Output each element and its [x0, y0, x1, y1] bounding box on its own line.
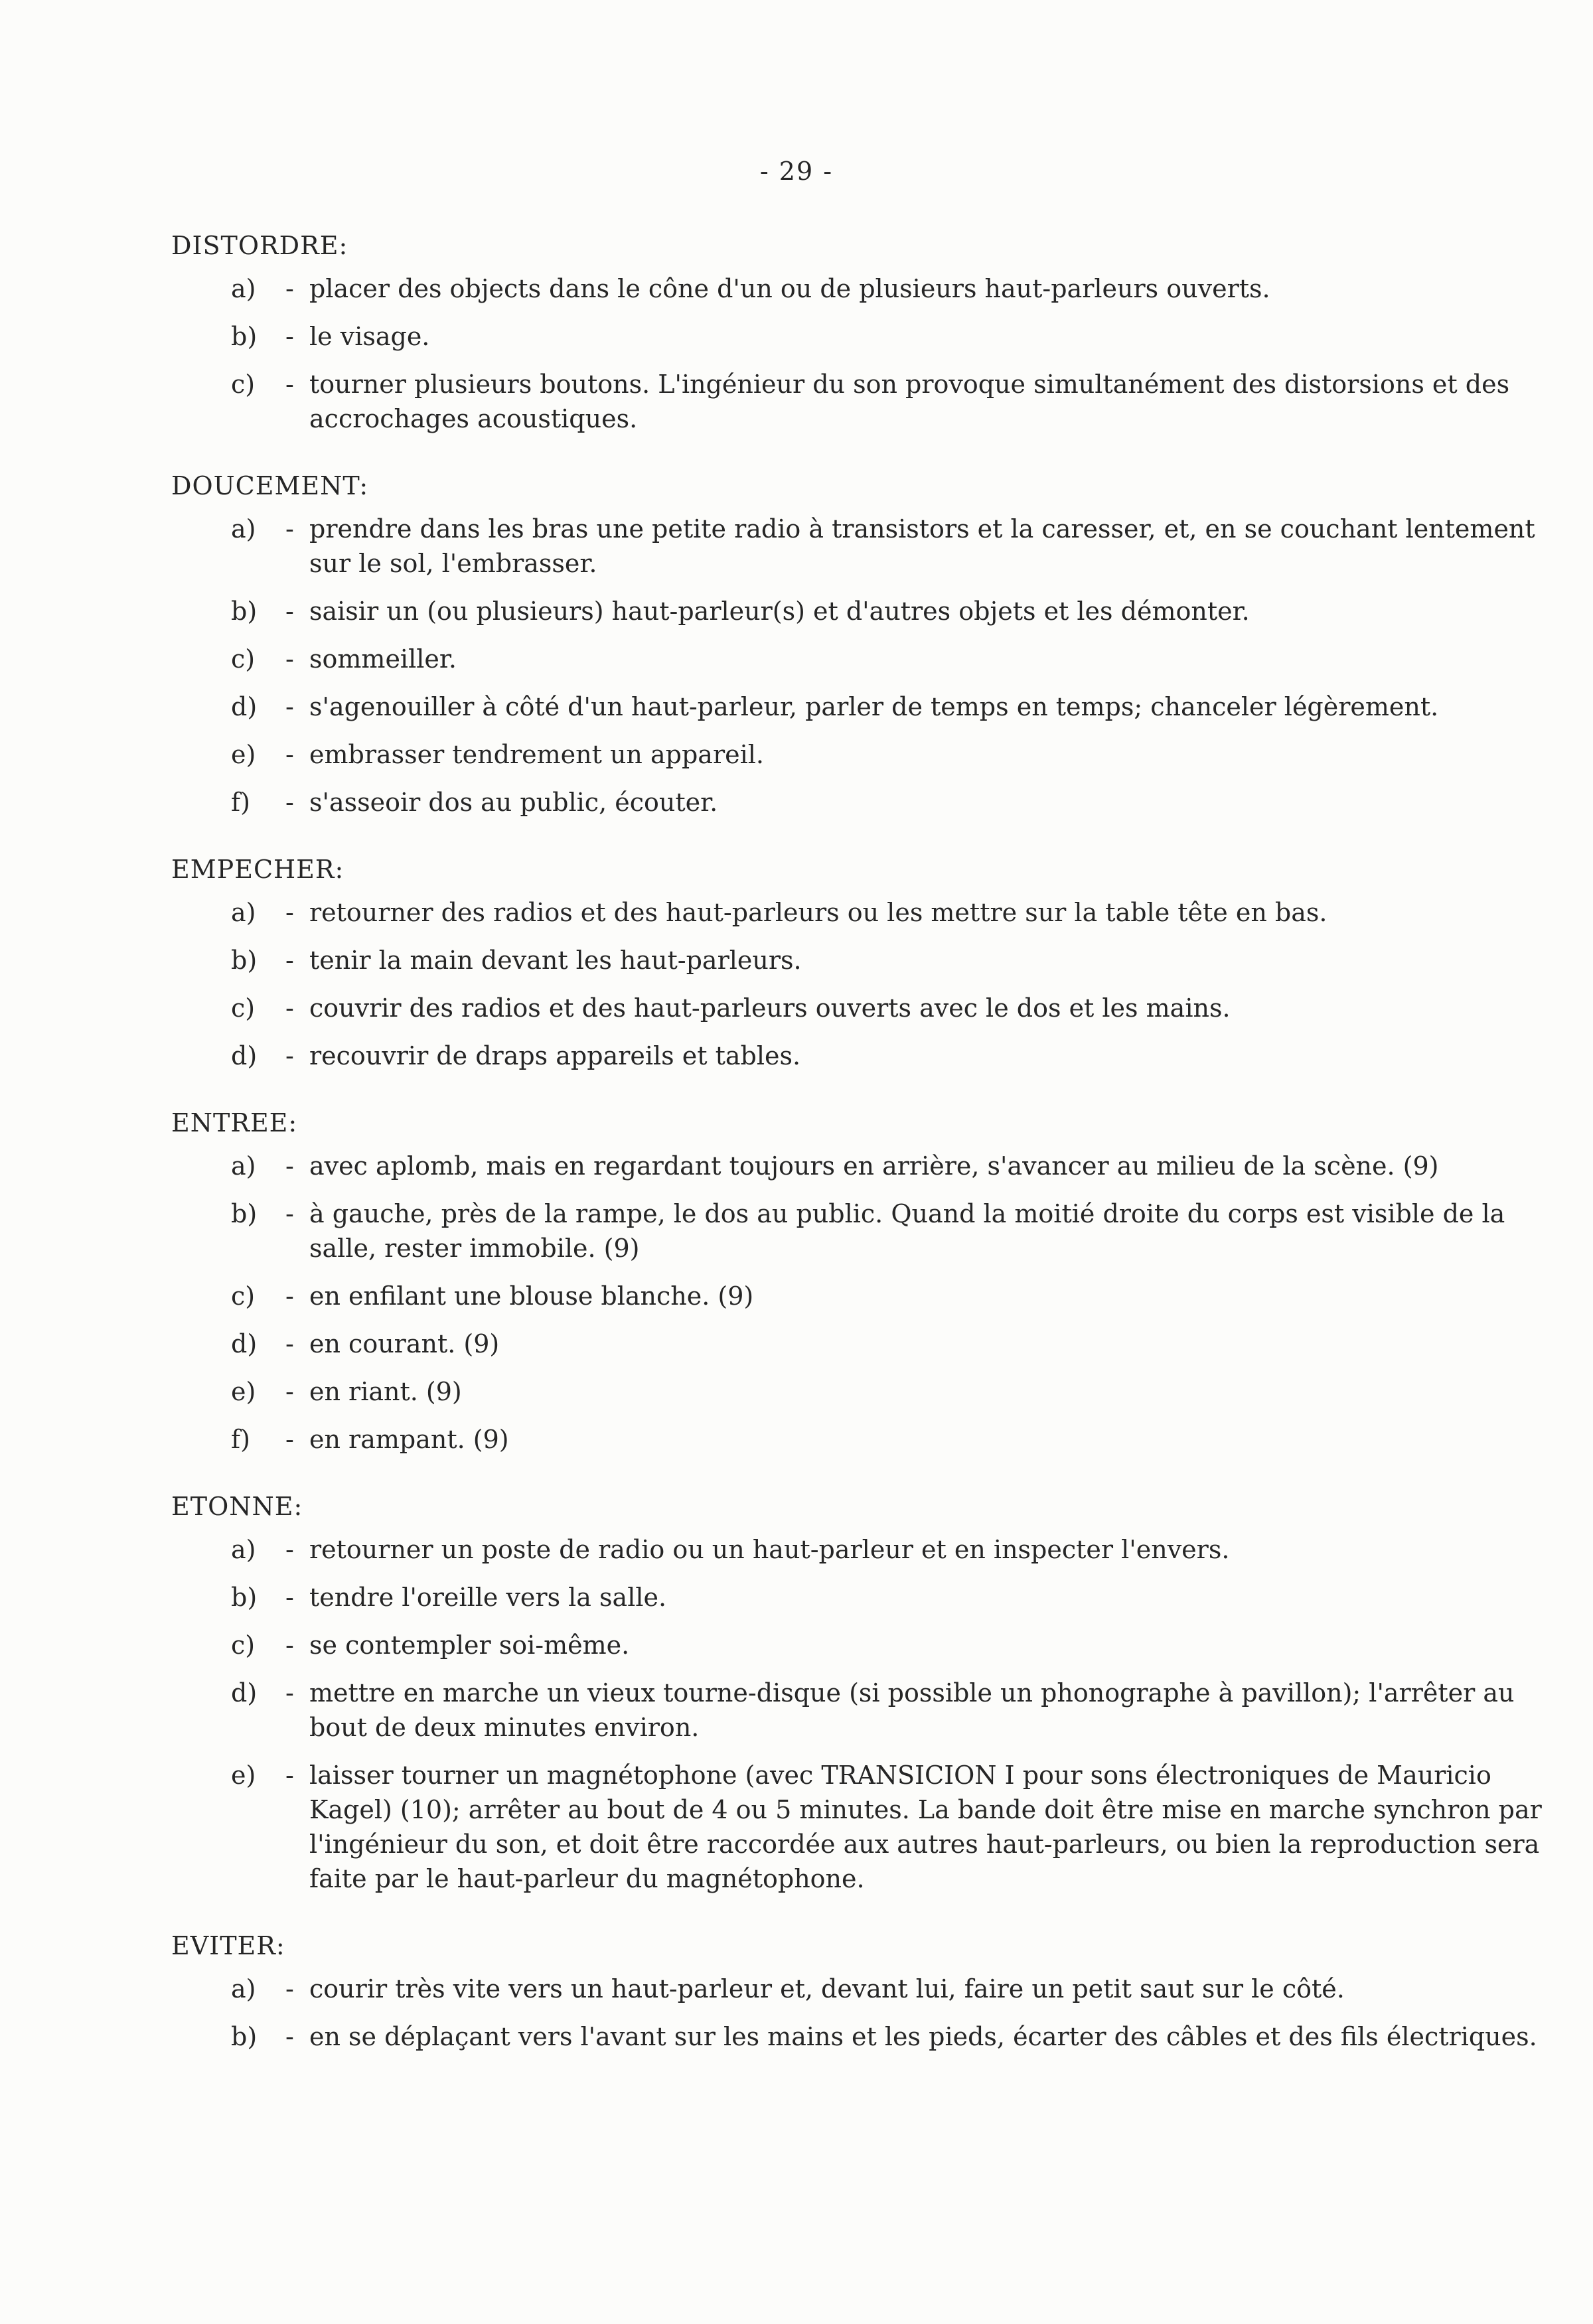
entry [171, 1580, 1545, 1615]
section-heading: ETONNE: [171, 1492, 303, 1521]
entry-text: en courant. (9) [309, 1329, 500, 1358]
entry [171, 1676, 1545, 1745]
entry-text: recouvrir de draps appareils et tables. [309, 1041, 801, 1070]
entry [171, 512, 1545, 581]
entry-dash: - [285, 322, 294, 351]
entry [171, 991, 1545, 1025]
entry-text: s'agenouiller à côté d'un haut-parleur, parler de temps en temps; chanceler légèrement. [309, 692, 1439, 721]
entry-text: à gauche, près de la rampe, le dos au public. Quand la moitié droite du corps est visible de la salle, rester immobile. (9) [309, 1199, 1505, 1263]
entry [171, 642, 1545, 676]
section-heading: DISTORDRE: [171, 231, 348, 260]
entry-letter: c) [231, 1281, 256, 1311]
entry-letter: e) [231, 1377, 256, 1406]
entry-text: en enfilant une blouse blanche. (9) [309, 1281, 754, 1311]
section [171, 229, 1545, 436]
entry-dash: - [285, 1535, 294, 1564]
entry [171, 1422, 1545, 1457]
entry-letter: e) [231, 1761, 256, 1790]
entry [171, 367, 1545, 436]
entry-dash: - [285, 1583, 294, 1612]
entry-letter: a) [231, 274, 256, 303]
entry [171, 1532, 1545, 1567]
entry-text: retourner un poste de radio ou un haut-parleur et en inspecter l'envers. [309, 1535, 1230, 1564]
entry-dash: - [285, 1678, 294, 1707]
entry [171, 690, 1545, 724]
entry-text: tenir la main devant les haut-parleurs. [309, 946, 802, 975]
entry [171, 943, 1545, 978]
section [171, 1106, 1545, 1457]
entry [171, 1327, 1545, 1361]
entry-letter: b) [231, 597, 258, 626]
section-heading: DOUCEMENT: [171, 471, 369, 500]
entry-letter: b) [231, 2022, 258, 2051]
entry-dash: - [285, 370, 294, 399]
entry [171, 2019, 1545, 2054]
entry-letter: a) [231, 1151, 256, 1181]
entry [171, 1039, 1545, 1073]
entry-text: tourner plusieurs boutons. L'ingénieur du son provoque simultanément des distorsions et des accrochages acoustiques. [309, 370, 1510, 433]
document-body [171, 229, 1545, 2087]
entry-text: prendre dans les bras une petite radio à transistors et la caresser, et, en se couchant lentement sur le sol, l'embrasser. [309, 514, 1535, 578]
entry-letter: c) [231, 1631, 256, 1660]
entry-letter: d) [231, 1041, 258, 1070]
entry-letter: c) [231, 370, 256, 399]
entry-dash: - [285, 597, 294, 626]
entry [171, 1758, 1545, 1896]
entry-dash: - [285, 1041, 294, 1070]
entry-letter: d) [231, 1329, 258, 1358]
entry-letter: f) [231, 1425, 250, 1454]
entry [171, 737, 1545, 772]
entry-text: saisir un (ou plusieurs) haut-parleur(s) et d'autres objets et les démonter. [309, 597, 1250, 626]
entry-dash: - [285, 1377, 294, 1406]
entry-text: couvrir des radios et des haut-parleurs ouverts avec le dos et les mains. [309, 993, 1231, 1023]
entry-letter: a) [231, 514, 256, 544]
section [171, 1929, 1545, 2054]
entry [171, 271, 1545, 306]
entry-text: en rampant. (9) [309, 1425, 509, 1454]
entry-dash: - [285, 644, 294, 674]
entry-dash: - [285, 2022, 294, 2051]
entry-dash: - [285, 1199, 294, 1228]
section-heading: EVITER: [171, 1931, 285, 1960]
entry-letter: a) [231, 1535, 256, 1564]
entry-dash: - [285, 1761, 294, 1790]
entry-text: le visage. [309, 322, 430, 351]
entry-dash: - [285, 1425, 294, 1454]
entry-text: retourner des radios et des haut-parleurs ou les mettre sur la table tête en bas. [309, 898, 1328, 927]
entry-letter: a) [231, 898, 256, 927]
entry [171, 895, 1545, 930]
entry [171, 1279, 1545, 1313]
entry-text: sommeiller. [309, 644, 457, 674]
entry-dash: - [285, 946, 294, 975]
entry-text: courir très vite vers un haut-parleur et, devant lui, faire un petit saut sur le côté. [309, 1974, 1345, 2003]
section [171, 1490, 1545, 1896]
entry-letter: d) [231, 692, 258, 721]
entry-dash: - [285, 740, 294, 769]
entry-text: placer des objects dans le cône d'un ou de plusieurs haut-parleurs ouverts. [309, 274, 1270, 303]
entry [171, 1197, 1545, 1266]
entry-text: s'asseoir dos au public, écouter. [309, 788, 718, 817]
entry [171, 1972, 1545, 2006]
entry-dash: - [285, 1329, 294, 1358]
entry-dash: - [285, 1631, 294, 1660]
entry-dash: - [285, 692, 294, 721]
entry-letter: b) [231, 322, 258, 351]
entry-letter: e) [231, 740, 256, 769]
entry-text: en riant. (9) [309, 1377, 462, 1406]
entry-dash: - [285, 274, 294, 303]
entry-text: tendre l'oreille vers la salle. [309, 1583, 667, 1612]
entry-letter: d) [231, 1678, 258, 1707]
section-heading: ENTREE: [171, 1108, 298, 1137]
entry [171, 319, 1545, 354]
entry-text: en se déplaçant vers l'avant sur les mains et les pieds, écarter des câbles et des fils électriques. [309, 2022, 1537, 2051]
entry-text: laisser tourner un magnétophone (avec TRANSICION I pour sons électroniques de Mauricio Kagel) (10); arrêter au bout de 4 ou 5 minutes. La bande doit être mise en marche synchron par l'ingénieur du son, et doit être raccordée aux autres haut-parleurs, ou bien la reproduction sera faite par le haut-parleur du magnétophone. [309, 1761, 1542, 1893]
section-heading: EMPECHER: [171, 855, 344, 884]
entry [171, 1628, 1545, 1662]
entry-text: avec aplomb, mais en regardant toujours en arrière, s'avancer au milieu de la scène. (9) [309, 1151, 1439, 1181]
section [171, 853, 1545, 1073]
entry-dash: - [285, 1151, 294, 1181]
section [171, 469, 1545, 820]
entry-dash: - [285, 1974, 294, 2003]
entry-letter: a) [231, 1974, 256, 2003]
entry-letter: b) [231, 1199, 258, 1228]
entry-dash: - [285, 993, 294, 1023]
entry-letter: c) [231, 993, 256, 1023]
entry-text: mettre en marche un vieux tourne-disque (si possible un phonographe à pavillon); l'arrêter au bout de deux minutes environ. [309, 1678, 1515, 1742]
entry-dash: - [285, 514, 294, 544]
entry [171, 785, 1545, 820]
entry-letter: c) [231, 644, 256, 674]
entry [171, 1374, 1545, 1409]
entry-letter: b) [231, 946, 258, 975]
entry [171, 1149, 1545, 1183]
entry-text: embrasser tendrement un appareil. [309, 740, 764, 769]
entry-letter: b) [231, 1583, 258, 1612]
entry-dash: - [285, 1281, 294, 1311]
entry-letter: f) [231, 788, 250, 817]
entry-dash: - [285, 898, 294, 927]
entry [171, 594, 1545, 628]
page-number: - 29 - [759, 157, 834, 186]
entry-dash: - [285, 788, 294, 817]
entry-text: se contempler soi-même. [309, 1631, 630, 1660]
